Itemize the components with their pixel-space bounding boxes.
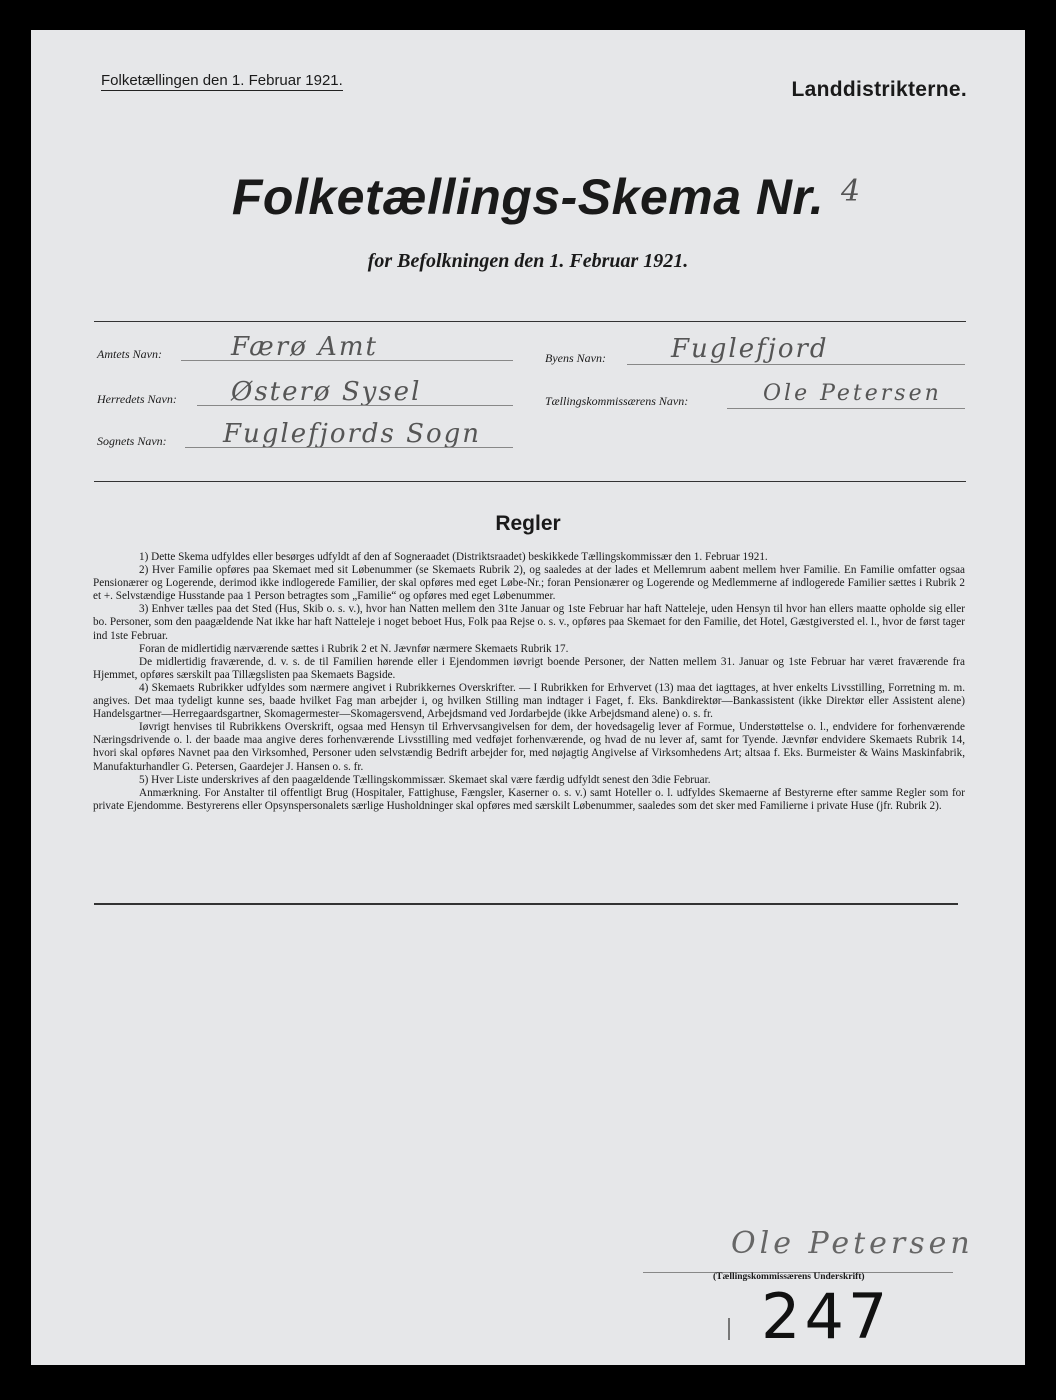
rule-4: 4) Skemaets Rubrikker udfyldes som nærmere angivet i Rubrikkernes Overskrifter. — I Rubrikken for Erhvervet (13) maa det iagttages, at hver enkelts Livsstilling, Forretning m. m. angives. Det maa tydeligt kunne ses, baade hvilket Fag man arbejder i, og hvilken Stilling man indtager i Faget, f. Eks. Bankdirektør—Bankassistent (ikke Direktør eller Assistent alene) Handelsgartner—Herregaardsgartner, Skomagermester—Skomagersvend, Arbejdsmand ved Jordarbejde (ikke Arbejdsmand alene) o. s. fr. (93, 681, 965, 721)
rule-2: 2) Hver Familie opføres paa Skemaet med sit Løbenummer (se Skemaets Rubrik 2), og saaledes at der lades et Mellemrum aabent mellem hver Familie. En Familie omfatter ogsaa Pensionærer og Logerende, derimod ikke indlogerede Familier, der skal opføres med eget Løbe-Nr.; foran Pensionærer og Logerende og Medlemmerne af indlogerede Familier sættes i Rubrik 2 et +. Selvstændige Husstande paa 1 Person betragtes som „Familie“ og opføres med eget Løbenummer. (93, 564, 965, 603)
kommissaer-underline (727, 408, 965, 409)
sogn-label: Sognets Navn: (97, 434, 167, 448)
form-title (31, 168, 1025, 226)
fields-bottom-divider (94, 481, 966, 482)
herred-value: Østerø Sysel (231, 377, 422, 407)
form-title-text: Folketællings-Skema Nr. (231, 169, 825, 225)
sogn-value: Fuglefjords Sogn (223, 419, 482, 449)
amt-underline (181, 360, 513, 361)
rule-3-note-a: Foran de midlertidig nærværende sættes i Rubrik 2 et N. Jævnfør nærmere Skemaets Rubrik 17. (139, 642, 569, 655)
rules-text (93, 551, 965, 813)
form-subtitle: for Befolkningen den 1. Februar 1921. (367, 250, 689, 272)
by-underline (627, 364, 965, 365)
rules-bottom-divider (94, 903, 958, 905)
rule-5: 5) Hver Liste underskrives af den paagældende Tællingskommissær. Skemaet skal være færdig udfyldt senest den 3die Februar. (139, 773, 711, 786)
herred-label: Herredets Navn: (97, 392, 177, 406)
header-census-date: Folketællingen den 1. Februar 1921. (101, 72, 343, 89)
by-label: Byens Navn: (545, 351, 606, 365)
by-value: Fuglefjord (671, 334, 829, 364)
rule-remark: Anmærkning. For Anstalter til offentligt Brug (Hospitaler, Fattighuse, Fængsler, Kaserner o. s. v.) samt Hoteller o. l. udfyldes Skemaerne af Bestyrerne efter samme Regler som for private Ejendomme. Bestyrerens eller Opsynspersonalets særlige Husholdninger skal opføres med særskilt Løbenummer, saaledes som det sker med Familierne i private Huse (jfr. Rubrik 2). (93, 786, 965, 812)
signature-caption: (Tællingskommissærens Underskrift) (713, 1272, 865, 1282)
census-form-page (31, 30, 1025, 1365)
header-district-type: Landdistrikterne. (791, 78, 967, 101)
rule-4-note: Iøvrigt henvises til Rubrikkens Overskrift, ogsaa med Hensyn til Erhvervsangivelsen for dem, der hovedsagelig lever af Formue, Understøttelse o. l., endvidere for forhenværende Næringsdrivende o. l. der baade maa angive deres forhenværende Livsstilling med vedføjet forhenværende, og hvad de nu lever af, samt for Tyende. Jævnfør endvidere Skemaets Rubrik 14, hvori skal opføres Navnet paa den Virksomhed, Personer uden selvstændig Bedrift arbejder for, med nøjagtig Angivelse af Virksomhedens Art; altsaa f. Eks. Burmeister & Wains Maskinfabrik, Manufakturhandler G. Petersen, Gaardejer J. Hansen o. s. fr. (93, 721, 965, 773)
herred-underline (197, 405, 513, 406)
pencil-mark (728, 1318, 730, 1340)
amt-value: Færø Amt (231, 332, 378, 362)
kommissaer-value: Ole Petersen (763, 381, 942, 406)
kommissaer-label: Tællingskommissærens Navn: (545, 394, 689, 408)
form-number-handwritten: 4 (841, 174, 861, 209)
rule-3-note-b: De midlertidig fraværende, d. v. s. de til Familien hørende eller i Ejendommen iøvrigt boende Personer, der Natten mellem 31. Januar og 1ste Februar har været fraværende fra Hjemmet, opføres særskilt paa Tillægslisten paa Skemaets Bagside. (93, 655, 965, 681)
top-divider (94, 321, 966, 322)
page-number-handwritten: 247 (761, 1280, 892, 1353)
rule-1: 1) Dette Skema udfyldes eller besørges udfyldt af den af Sogneraadet (Distriktsraadet) beskikkede Tællingskommissær den 1. Februar 1921. (139, 551, 768, 563)
rules-heading: Regler (495, 512, 561, 535)
amt-label: Amtets Navn: (97, 347, 162, 361)
signature-handwritten: Ole Petersen (731, 1226, 974, 1261)
sogn-underline (185, 447, 513, 448)
rule-3: 3) Enhver tælles paa det Sted (Hus, Skib o. s. v.), hvor han Natten mellem den 31te Januar og 1ste Februar har haft Natteleje, uden Hensyn til hvor han ellers maatte opholde sig eller bo. Personer, som den paagældende Nat ikke har haft Natteleje i noget beboet Hus, Folk paa Rejse o. s. v., opføres paa Skemaet for den Familie, det Hotel, Gæstgiversted el. l., hvor de først tager ind 1ste Februar. (93, 603, 965, 642)
